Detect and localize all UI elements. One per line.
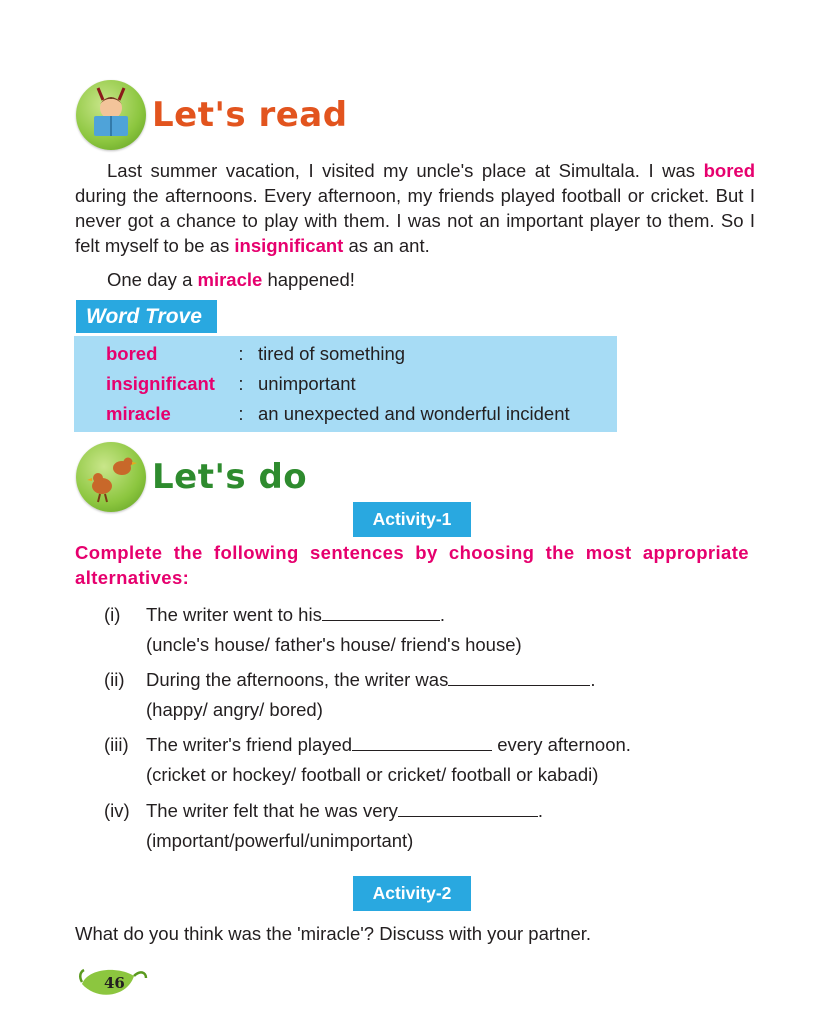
trove-colon: :	[238, 373, 244, 394]
page-number: 46	[104, 974, 125, 992]
activity-2-prompt: What do you think was the 'miracle'? Discuss with your partner.	[75, 923, 592, 944]
word-trove-entry	[106, 339, 405, 369]
word-trove-entry	[106, 369, 356, 399]
question-number: (i)	[104, 604, 121, 625]
word-trove-entry	[106, 399, 570, 429]
question-tail: .	[537, 800, 544, 821]
question-options: (cricket or hockey/ football or cricket/ football or kabadi)	[146, 764, 599, 785]
trove-word: miracle	[106, 403, 171, 424]
question-text	[146, 800, 543, 822]
trove-word: bored	[106, 343, 158, 364]
word-trove-title: Word Trove	[76, 300, 217, 333]
highlight-word-bored: bored	[703, 160, 755, 181]
trove-meaning: tired of something	[258, 343, 406, 364]
lets-do-title: Let's do	[152, 457, 308, 497]
paragraph-text: happened!	[262, 269, 355, 290]
word-trove-box	[74, 336, 617, 432]
activity-1-instruction: Complete the following sentences by choosing the most appropriate alternatives:	[75, 542, 749, 589]
trove-word: insignificant	[106, 373, 215, 394]
paragraph-text: as an ant.	[343, 234, 430, 256]
highlight-word-miracle: miracle	[197, 269, 263, 290]
activity-1-label: Activity-1	[353, 502, 471, 537]
trove-colon: :	[238, 403, 244, 424]
story-paragraph-1	[75, 159, 755, 259]
story-paragraph-2	[75, 268, 755, 293]
answer-blank[interactable]	[352, 734, 492, 751]
question-text	[146, 604, 445, 626]
highlight-word-insignificant: insignificant	[234, 234, 344, 256]
trove-meaning: an unexpected and wonderful incident	[258, 403, 570, 424]
reading-child-icon	[76, 80, 146, 150]
question-stem: The writer felt that he was very	[146, 800, 398, 821]
answer-blank[interactable]	[322, 604, 440, 621]
lets-read-heading	[76, 80, 348, 150]
question-stem: The writer went to his	[146, 604, 322, 625]
question-tail: every afternoon.	[492, 734, 631, 755]
question-options: (happy/ angry/ bored)	[146, 699, 323, 720]
question-number: (ii)	[104, 669, 125, 690]
activity-2-label: Activity-2	[353, 876, 471, 911]
question-stem: During the afternoons, the writer was	[146, 669, 449, 690]
answer-blank[interactable]	[448, 669, 590, 686]
page-number-leaf	[78, 962, 150, 1004]
paragraph-text: One day a	[107, 269, 198, 290]
paragraph-text: during the afternoons. Every afternoon, my friends played football or cricket. But I never got a chance to play with them. I was not an important player to them. So I felt myself to be as	[75, 184, 755, 256]
answer-blank[interactable]	[398, 800, 538, 817]
question-tail: .	[439, 604, 445, 625]
question-number: (iv)	[104, 800, 130, 821]
lets-do-heading	[76, 442, 307, 512]
question-options: (important/powerful/unimportant)	[146, 830, 414, 851]
question-stem: The writer's friend played	[146, 734, 353, 755]
question-options: (uncle's house/ father's house/ friend's house)	[146, 634, 522, 655]
lets-read-title: Let's read	[152, 95, 348, 135]
question-text	[146, 734, 631, 756]
trove-meaning: unimportant	[258, 373, 356, 394]
question-text	[146, 669, 595, 691]
paragraph-text: Last summer vacation, I visited my uncle's place at Simultala. I was	[107, 160, 704, 181]
question-number: (iii)	[104, 734, 129, 755]
trove-colon: :	[238, 343, 244, 364]
birds-icon	[76, 442, 146, 512]
question-tail: .	[590, 669, 596, 690]
